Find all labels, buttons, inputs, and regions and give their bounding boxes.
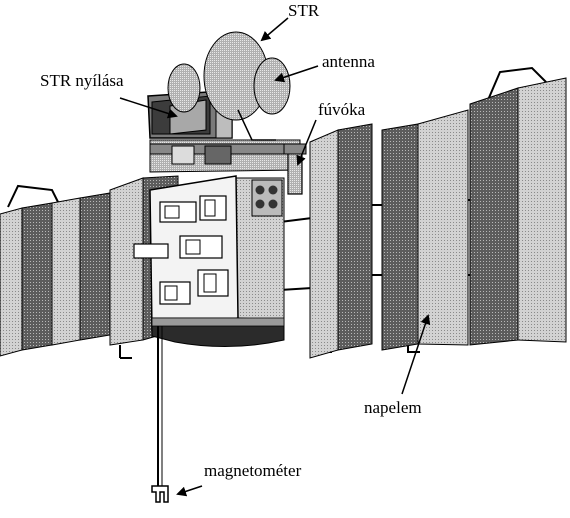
label-str-opening: STR nyílása — [40, 71, 124, 90]
str-arrow — [262, 18, 288, 40]
label-antenna: antenna — [322, 52, 375, 71]
label-nozzle: fúvóka — [318, 100, 366, 119]
label-solar-panel: napelem — [364, 398, 422, 417]
label-magnetometer: magnetométer — [204, 461, 302, 480]
magnetometer-arrow — [178, 486, 202, 494]
label-str: STR — [288, 1, 320, 20]
magnetometer-boom — [152, 326, 168, 502]
thruster-ports — [252, 180, 282, 216]
